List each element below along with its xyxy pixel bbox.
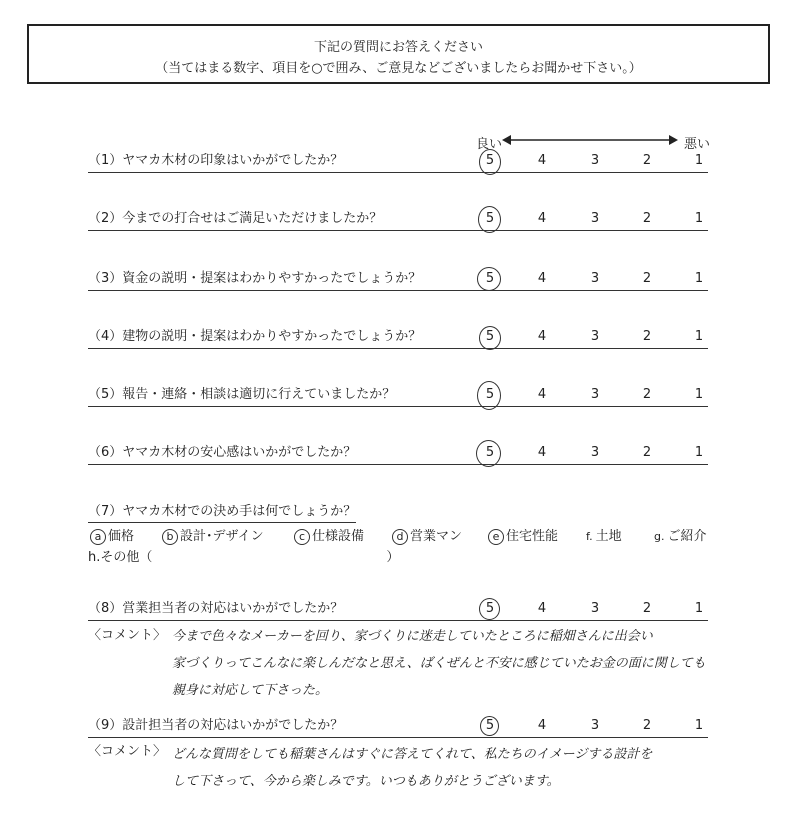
rating-2[interactable]: 2 [642,718,652,733]
option-letter: g. [654,530,665,543]
scale-good-label: 良い [476,137,503,152]
question-3-row [88,266,708,291]
comment-line: して下さって、今から楽しみです。いつもありがとうございます。 [172,774,560,789]
selected-circle-mark [478,206,501,233]
rating-3[interactable]: 3 [590,271,600,286]
question-9-row [88,713,708,738]
rating-2[interactable]: 2 [642,387,652,402]
rating-1[interactable]: 1 [694,271,704,286]
question-4-row [88,324,708,349]
rating-2[interactable]: 2 [642,153,652,168]
rating-2[interactable]: 2 [642,445,652,460]
rating-4[interactable]: 4 [537,153,547,168]
selected-circle-mark [479,326,501,350]
option-label: 住宅性能 [506,529,559,544]
comment-line: 今まで色々なメーカーを回り、家づくりに迷走していたところに稲畑さんに出会い [172,629,653,644]
rating-1[interactable]: 1 [694,329,704,344]
option-land[interactable] [586,525,622,544]
option-label: 価格 [108,529,135,544]
rating-5[interactable]: 5 [485,601,495,616]
question-2-row [88,206,708,231]
rating-4[interactable]: 4 [537,271,547,286]
rating-1[interactable]: 1 [694,718,704,733]
rating-1[interactable]: 1 [694,445,704,460]
question-1-text: （1）ヤマカ木材の印象はいかがでしたか？ [88,153,344,168]
option-letter: a [90,529,106,545]
selected-circle-mark [476,440,501,467]
rating-3[interactable]: 3 [590,718,600,733]
option-label: 営業マン [410,529,463,544]
option-letter: e [488,529,504,545]
sales-comment [172,623,706,704]
question-1-row [88,148,708,173]
question-6-row [88,440,708,465]
question-5-text: （5）報告・連絡・相談は適切に行えていましたか？ [88,387,396,402]
option-label: ご紹介 [667,529,707,544]
option-housing-performance[interactable] [488,525,558,545]
question-8-row [88,596,708,621]
selected-circle-mark [477,267,501,291]
option-letter: f. [586,530,593,543]
rating-4[interactable]: 4 [537,718,547,733]
instructions-title: 下記の質問にお答えください [313,40,483,55]
comment-label: 〈コメント〉 [88,744,167,759]
question-3-text: （3）資金の説明・提案はわかりやすかったでしょうか？ [88,271,422,286]
instructions-subtitle: （当てはまる数字、項目を○で囲み、ご意見などございましたらお聞かせ下さい。） [155,61,642,76]
rating-3[interactable]: 3 [590,387,600,402]
rating-2[interactable]: 2 [642,329,652,344]
selected-circle-mark [480,716,499,736]
rating-1[interactable]: 1 [694,153,704,168]
option-salesperson[interactable] [392,525,462,545]
question-9-text: （9）設計担当者の対応はいかがでしたか？ [88,718,344,733]
option-referral[interactable] [654,525,707,544]
question-5-row [88,382,708,407]
option-label: 設計･デザイン [180,529,264,544]
option-design[interactable] [162,525,264,545]
rating-3[interactable]: 3 [590,445,600,460]
scale-arrow-icon [502,134,678,146]
rating-1[interactable]: 1 [694,211,704,226]
option-letter: d [392,529,408,545]
option-letter: c [294,529,310,545]
rating-4[interactable]: 4 [537,601,547,616]
rating-5[interactable]: 5 [485,271,495,286]
rating-4[interactable]: 4 [537,329,547,344]
rating-1[interactable]: 1 [694,601,704,616]
rating-2[interactable]: 2 [642,211,652,226]
rating-2[interactable]: 2 [642,601,652,616]
option-equipment[interactable] [294,525,364,545]
rating-4[interactable]: 4 [537,387,547,402]
rating-5[interactable]: 5 [485,387,495,402]
rating-5[interactable]: 5 [485,718,495,733]
rating-3[interactable]: 3 [590,153,600,168]
rating-5[interactable]: 5 [485,211,495,226]
rating-5[interactable]: 5 [485,329,495,344]
option-label: 仕様設備 [312,529,365,544]
comment-line: どんな質問をしても稲葉さんはすぐに答えてくれて、私たちのイメージする設計を [172,747,653,762]
rating-3[interactable]: 3 [590,601,600,616]
rating-4[interactable]: 4 [537,445,547,460]
comment-line: 親身に対応して下さった。 [172,683,329,698]
rating-4[interactable]: 4 [537,211,547,226]
question-7-text: （7）ヤマカ木材での決め手は何でしょうか？ [88,500,356,523]
comment-label: 〈コメント〉 [88,628,167,643]
question-2-text: （2）今までの打合せはご満足いただけましたか？ [88,211,383,226]
option-price[interactable] [90,525,134,545]
selected-circle-mark [479,149,501,175]
design-comment [172,741,652,795]
question-8-text: （8）営業担当者の対応はいかがでしたか？ [88,601,344,616]
rating-5[interactable]: 5 [485,445,495,460]
instructions-box [27,24,770,84]
rating-5[interactable]: 5 [485,153,495,168]
comment-line: 家づくりってこんなに楽しんだなと思え、ばくぜんと不安に感じていたお金の面に関しても [172,656,706,671]
option-label: 土地 [595,529,622,544]
question-6-text: （6）ヤマカ木材の安心感はいかがでしたか？ [88,445,357,460]
rating-2[interactable]: 2 [642,271,652,286]
rating-1[interactable]: 1 [694,387,704,402]
selected-circle-mark [477,381,501,410]
rating-3[interactable]: 3 [590,329,600,344]
option-letter: b [162,529,178,545]
rating-3[interactable]: 3 [590,211,600,226]
selected-circle-mark [479,598,500,620]
question-4-text: （4）建物の説明・提案はわかりやすかったでしょうか？ [88,329,422,344]
option-other[interactable]: h.その他（ ） [88,550,400,565]
scale-bad-label: 悪い [684,137,711,152]
